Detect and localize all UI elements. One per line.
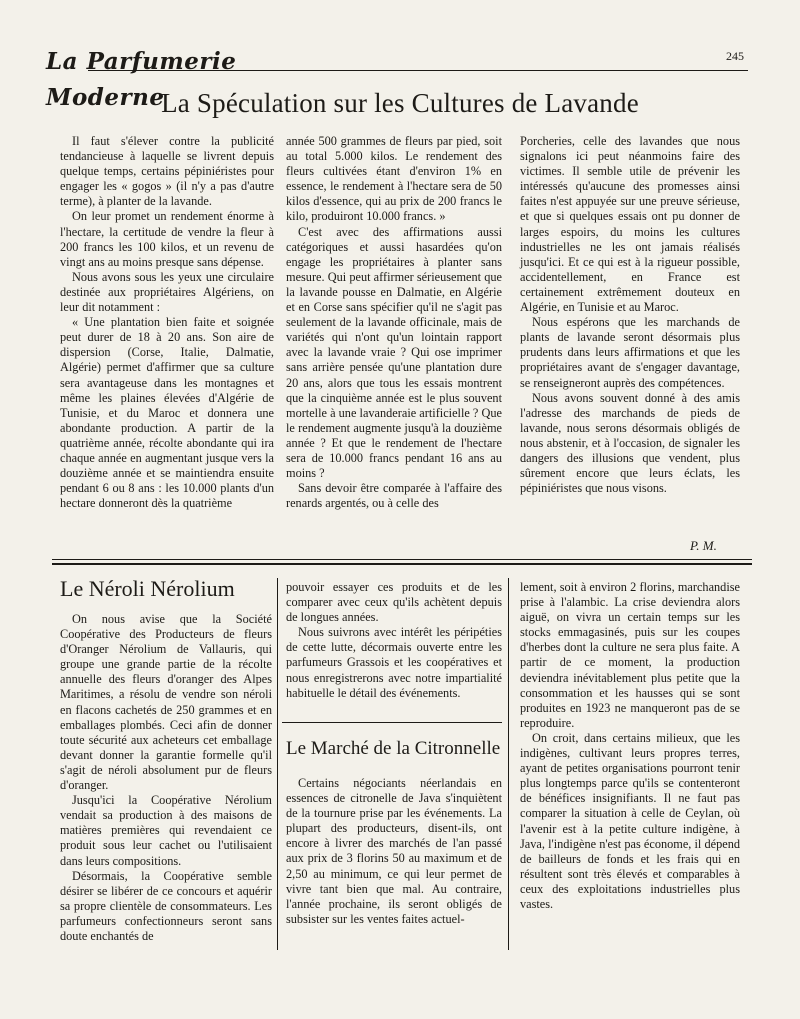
article1-column-3 <box>520 134 740 496</box>
article-title-lavande: La Spéculation sur les Cultures de Lavande <box>161 88 639 118</box>
paragraph: Sans devoir être comparée à l'affaire des renards argentés, ou à celle des <box>286 481 502 511</box>
column-rule <box>277 578 278 950</box>
paragraph: Nous avons sous les yeux une circulaire destinée aux propriétaires Algériens, on leur dit notamment : <box>60 269 274 315</box>
paragraph: Nous suivrons avec intérêt les péripéties de cette lutte, décormais ouverte entre les parfumeurs Grassois et les coopératives et nous enregistrerons avec notre impartialité habituelle le détail des événements. <box>286 625 502 700</box>
article-title-citronnelle: Le Marché de la Citronnelle <box>286 738 501 759</box>
paragraph: On leur promet un rendement énorme à l'hectare, la certitude de vendre la fleur à 200 francs les 100 kilos, et un revenu de vingt ans au moins presque sans dépense. <box>60 209 274 269</box>
masthead: La Parfumerie Moderne <box>46 48 237 111</box>
paragraph: lement, soit à environ 2 florins, marchandise prise à l'alambic. La crise deviendra alors aiguë, on vivra un certain temps sur les stocks emmagasinés, puis sur les coupes d'herbes dont la culture ne sera plus faite. A partir de ce moment, la production deviendra inévitablement plus petite que la consommation et les hausses qui se sont produites en 1923 ne manqueront pas de se reproduire. <box>520 580 740 730</box>
paragraph: Il faut s'élever contre la publicité tendancieuse à laquelle se livrent depuis quelque temps, certains pépiniéristes pour engager les « gogos » (il n'y a pas d'autre terme), à planter de la lavande. <box>60 134 274 209</box>
paragraph: année 500 grammes de fleurs par pied, soit au total 5.000 kilos. Le rendement des fleurs cultivées étant d'environ 1% en essence, le rendement à l'hectare sera de 50 kilos d'essence, qui au prix de 200 francs le kilo, produiront 10.000 francs. » <box>286 134 502 224</box>
paragraph: Porcheries, celle des lavandes que nous signalons ici peut néanmoins faire des victimes. Il semble utile de prévenir les intéressés qu'aucune des promesses ainsi faites n'est appuyée sur une preuve sérieuse, et que si quelques essais ont pu donner de larges espoirs, du moins les cultures industrielles ne les ont jamais réalisés jusqu'ici. Et ce qui est à la rigueur possible, accidentellement, en France est certainement extrêmement douteux en Algérie, en Tunisie et au Maroc. <box>520 134 740 315</box>
paragraph: C'est avec des affirmations aussi catégoriques et aussi hasardées qu'on engage les propriétaires à planter sans mesure. Qui peut affirmer sérieusement que la lavande pousse en Dalmatie, en Algérie et en Corse sans spécifier qu'il ne s'agit pas seulement de la lavande officinale, mais de variétés qui n'ont qu'un lointain rapport avec la lavande vraie ? Qui ose imprimer sans arrière pensée qu'une plantation dure 20 ans, alors que tous les essais montrent que la cinquième année est le plus souvent mortelle à une lavanderaie artificielle ? Que le rendement augmente jusqu'à la douzième année ? Et que le rendement de l'hectare sera de 10.000 francs pendant 16 ans au moins ? <box>286 224 502 481</box>
article2-column-1 <box>60 612 272 944</box>
section-divider <box>52 559 752 560</box>
signature: P. M. <box>690 538 717 553</box>
paragraph: On nous avise que la Société Coopérative des Producteurs de fleurs d'Oranger Nérolium de Vallauris, qui groupe une grande partie de la récolte annuelle des fleurs d'oranger des Alpes Maritimes, a résolu de vendre son néroli en flacons cachetés de 250 grammes et en emballages plombés. Ceci afin de donner toute sécurité aux acheteurs cet emballage devant donner la garantie formelle qu'il s'agit de néroli absolument pur de fleurs d'oranger. <box>60 612 272 793</box>
paragraph: On croit, dans certains milieux, que les indigènes, cultivant leurs propres terres, ayant de petites organisations pourront tenir plus longtemps parce qu'ils se contenteront de bénéfices insignifiants. Il ne faut pas comparer la situation à celle de Ceylan, où l'avenir est à la petite culture indigène, à Java, l'indigène n'est pas économe, il dépend de bailleurs de fonds et les frais qui en résultent sont très élevés et comparables à ceux des exploitations industrielles plus vastes. <box>520 730 740 911</box>
paragraph: Désormais, la Coopérative semble désirer se libérer de ce concours et aquérir sa propre clientèle de consommateurs. Les parfumeurs confectionneurs seront sans doute enchantés de <box>60 868 272 943</box>
article1-column-1 <box>60 134 274 511</box>
paragraph: Certains négociants néerlandais en essences de citronelle de Java s'inquiètent de la tournure prise par les événements. La plupart des producteurs, disent-ils, ont encore à livrer des marchés de l'an passé aux prix de 3 florins 50 au maximum et de 2,50 au minimum, ce qui leur permet de vivre tant bien que mal. Au contraire, l'année prochaine, ils seront obligés de subsister sur les ventes faites actuel- <box>286 776 502 926</box>
article1-column-2 <box>286 134 502 511</box>
paragraph: « Une plantation bien faite et soignée peut durer de 18 à 20 ans. Son aire de dispersion (Corse, Italie, Dalmatie, Algérie) permet d'affirmer que sa culture sera avantageuse dans les montagnes et même les plaines élevées d'Algérie de Tunisie, et du Maroc et donnera une abondante production. A partir de la quatrième année, récolte abondante qui ira chaque année en augmentant jusque vers la douzième année et se maintiendra ensuite pendant 6 ou 8 ans : les 10.000 plants d'un hectare donneront dès la quatrième <box>60 315 274 511</box>
page-number: 245 <box>726 49 744 63</box>
column-rule <box>508 578 509 950</box>
paragraph: Nous avons souvent donné à des amis l'adresse des marchands de pieds de lavande, nous serons désormais obligés de nous abstenir, et à l'occasion, de signaler les dangers des illusions que vendent, plus sûrement encore que leurs éclats, les pépiniéristes que nous visons. <box>520 390 740 496</box>
article3-column-2 <box>286 776 502 927</box>
article2-column-2 <box>286 580 502 701</box>
paragraph: Jusqu'ici la Coopérative Nérolium vendait sa production à des maisons de matières premières qui revendaient ce produit sous leur cachet ou l'utilisaient dans leurs compositions. <box>60 793 272 868</box>
article3-column-3 <box>520 580 740 912</box>
article-title-neroli: Le Néroli Nérolium <box>60 576 235 601</box>
paragraph: pouvoir essayer ces produits et de les comparer avec ceux qu'ils achètent depuis de longues années. <box>286 580 502 625</box>
article-divider <box>282 722 502 723</box>
masthead-rule <box>88 70 748 71</box>
paragraph: Nous espérons que les marchands de plants de lavande seront désormais plus prudents dans leurs affirmations et que les propriétaires avant de s'engager davantage, se renseigneront auprès des compétences. <box>520 315 740 390</box>
section-divider-thick <box>52 563 752 565</box>
